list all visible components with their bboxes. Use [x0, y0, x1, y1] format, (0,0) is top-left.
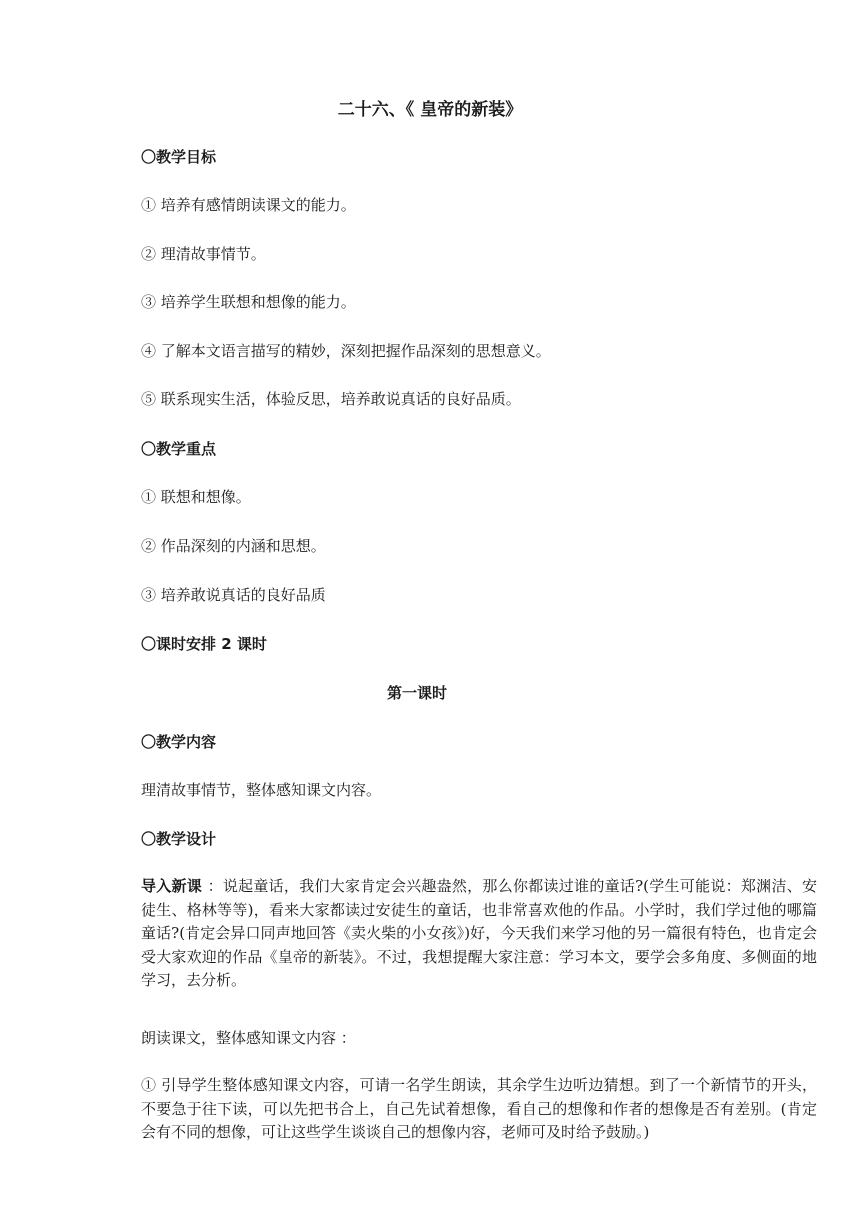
intro-paragraph [141, 875, 817, 993]
intro-text: ：说起童话，我们大家肯定会兴趣盎然，那么你都读过谁的童话?(学生可能说：郑渊洁、安徒生、格林等等)，看来大家都读过安徒生的童话，也非常喜欢他的作品。小学时，我们学过他的哪篇童话?(肯定会异口同声地回答《卖火柴的小女孩》)好，今天我们来学习他的另一篇很有特色，也肯定会受大家欢迎的作品《皇帝的新装》。不过，我想提醒大家注意：学习本文，要学会多角度、多侧面的地学习，去分析。 [141, 877, 817, 990]
key-point-item: ③ 培养敢说真话的良好品质 [141, 586, 326, 604]
reading-item: ① 引导学生整体感知课文内容，可请一名学生朗读，其余学生边听边猜想。到了一个新情节的开头，不要急于往下读，可以先把书合上，自己先试着想像，看自己的想像和作者的想像是否有差别。(肯定会有不同的想像，可让这些学生谈谈自己的想像内容，老师可及时给予鼓励。) [141, 1076, 817, 1142]
objective-item: ① 培养有感情朗读课文的能力。 [141, 196, 356, 214]
objective-item: ③ 培养学生联想和想像的能力。 [141, 293, 356, 311]
key-points-heading: 〇教学重点 [141, 440, 217, 458]
content-heading: 〇教学内容 [141, 733, 217, 751]
objective-item: ④ 了解本文语言描写的精妙，深刻把握作品深刻的思想意义。 [141, 342, 551, 360]
key-point-item: ② 作品深刻的内涵和思想。 [141, 537, 326, 555]
objectives-heading: 〇教学目标 [141, 148, 217, 166]
objective-item: ⑤ 联系现实生活，体验反思，培养敢说真话的良好品质。 [141, 390, 521, 408]
document-title: 二十六、《 皇帝的新装》 [337, 100, 523, 120]
design-heading: 〇教学设计 [141, 830, 217, 848]
objective-item: ② 理清故事情节。 [141, 245, 266, 263]
key-point-item: ① 联想和想像。 [141, 488, 251, 506]
intro-label: 导入新课 [141, 877, 208, 895]
reading-heading: 朗读课文，整体感知课文内容 ： [141, 1029, 356, 1047]
content-text: 理清故事情节，整体感知课文内容。 [141, 781, 382, 799]
lesson-title: 第一课时 [386, 684, 447, 702]
schedule-heading: 〇课时安排 2 课时 [141, 635, 267, 653]
